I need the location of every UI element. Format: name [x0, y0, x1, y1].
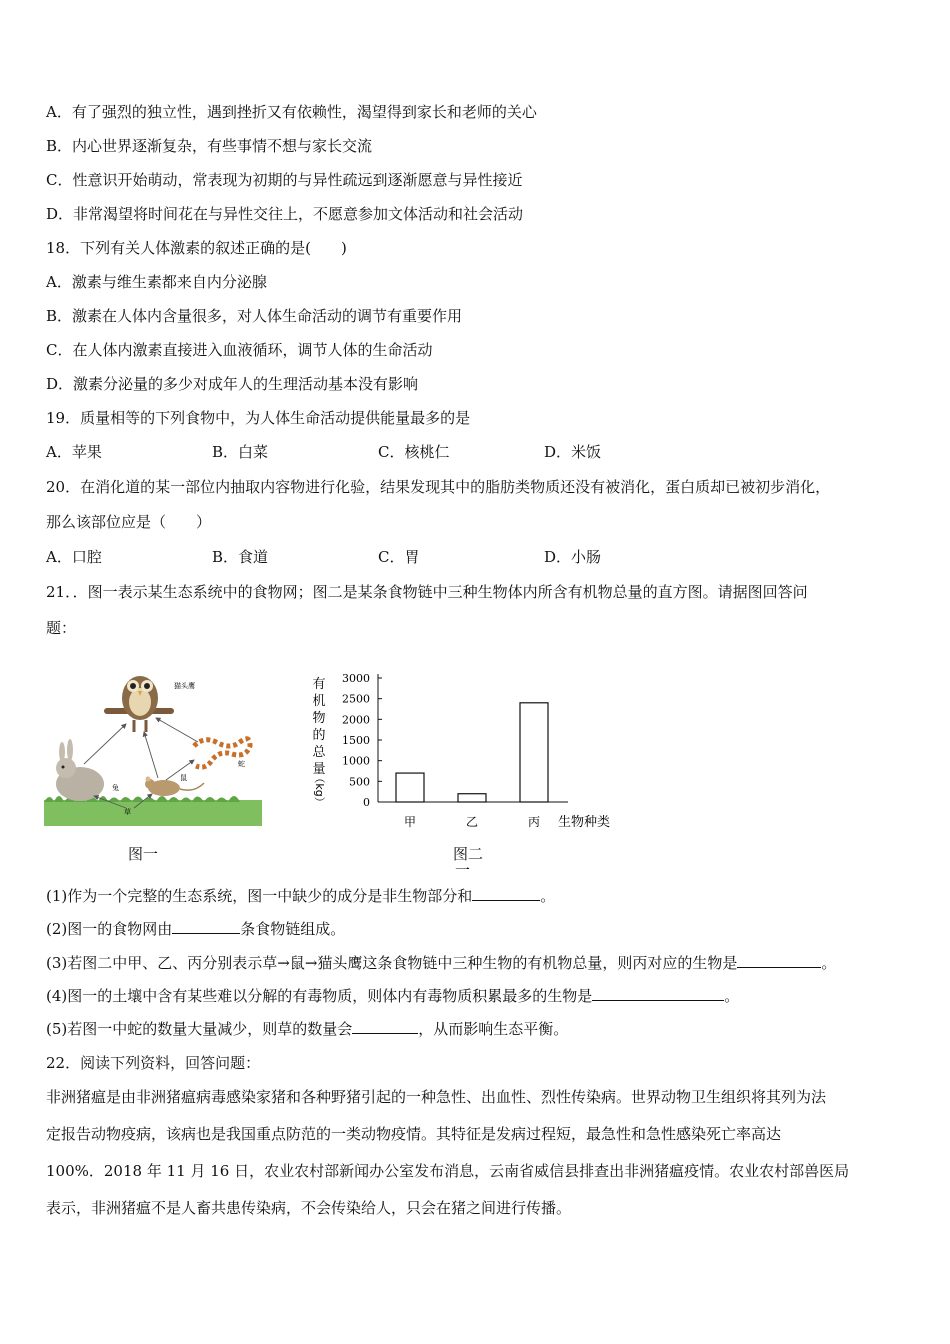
q18-option-d: D．激素分泌量的多少对成年人的生理活动基本没有影响 — [46, 375, 419, 393]
q20-option-d: D．小肠 — [544, 548, 602, 566]
q18-option-b: B．激素在人体内含量很多，对人体生命活动的调节有重要作用 — [46, 307, 463, 325]
bar-乙 — [458, 794, 486, 802]
q22-stem: 22．阅读下列资料，回答问题： — [46, 1054, 261, 1072]
q17-option-c: C．性意识开始萌动，常表现为初期的与异性疏远到逐渐愿意与异性接近 — [46, 171, 523, 189]
q21-sub5-text: (5)若图一中蛇的数量大量减少，则草的数量会 — [46, 1020, 353, 1038]
y-tick-label: 3000 — [342, 672, 370, 685]
figure1-caption: 图一 — [128, 845, 159, 863]
y-tick-label: 2500 — [342, 692, 370, 706]
y-axis-label-char: 的 — [312, 728, 326, 743]
q21-sub4-text: (4)图一的土壤中含有某些难以分解的有毒物质，则体内有毒物质积累最多的生物是 — [46, 987, 593, 1005]
y-tick-label: 0 — [363, 796, 370, 809]
q22-para-line1: 非洲猪瘟是由非洲猪瘟病毒感染家猪和各种野猪引起的一种急性、出血性、烈性传染病。世界动物卫生组织将其列为法 — [46, 1088, 827, 1106]
rabbit-icon — [56, 739, 104, 801]
x-tick-label: 甲 — [403, 815, 417, 829]
q21-sub1-text: (1)作为一个完整的生态系统，图一中缺少的成分是非生物部分和 — [46, 887, 473, 905]
q20-stem-line2: 那么该部位应是（ ） — [46, 513, 212, 531]
y-tick-label: 1000 — [342, 754, 370, 768]
q21-sub4 — [46, 986, 739, 1006]
q21-sub4-end: 。 — [724, 987, 740, 1005]
q21-sub1-blank[interactable] — [472, 886, 540, 901]
q17-option-d: D．非常渴望将时间花在与异性交往上，不愿意参加文体活动和社会活动 — [46, 205, 524, 223]
q21-sub2 — [46, 919, 345, 939]
q19-stem: 19．质量相等的下列食物中，为人体生命活动提供能量最多的是 — [46, 409, 471, 427]
q18-option-c: C．在人体内激素直接进入血液循环，调节人体的生命活动 — [46, 341, 433, 359]
owl-icon — [104, 676, 174, 732]
food-web-arrows — [84, 718, 198, 808]
q19-option-a: A．苹果 — [46, 443, 102, 461]
y-axis-label-char: 机 — [312, 694, 326, 709]
q18-stem: 18．下列有关人体激素的叙述正确的是( ) — [46, 239, 347, 257]
y-axis-label-char: 有 — [312, 677, 326, 692]
q21-stem-line2: 题： — [46, 619, 77, 637]
q20-options — [46, 547, 710, 567]
q20-option-c: C．胃 — [378, 548, 420, 566]
q21-sub3-end: 。 — [821, 954, 837, 972]
q21-stem-line1: 21．．图一表示某生态系统中的食物网；图二是某条食物链中三种生物体内所含有机物总量的直方图。请据图回答问 — [46, 583, 808, 601]
q21-sub5 — [46, 1019, 568, 1039]
q21-sub2-blank[interactable] — [172, 919, 240, 934]
grass-label: 草 — [124, 808, 131, 816]
q20-option-b: B．食道 — [212, 548, 269, 566]
q21-sub4-blank[interactable] — [592, 986, 724, 1001]
q21-sub3 — [46, 953, 836, 973]
organic-matter-bar-chart — [300, 668, 630, 838]
figure2-caption-mark: 一 — [455, 861, 471, 879]
owl-label: 猫头鹰 — [174, 682, 195, 690]
q19-options — [46, 442, 710, 462]
q19-option-c: C．核桃仁 — [378, 443, 450, 461]
q19-option-d: D．米饭 — [544, 443, 602, 461]
snake-label: 蛇 — [238, 760, 245, 768]
y-axis-unit: （kg） — [313, 772, 326, 808]
bar-甲 — [396, 773, 424, 802]
y-axis-label-char: 物 — [312, 711, 326, 726]
q17-option-a: A．有了强烈的独立性，遇到挫折又有依赖性，渴望得到家长和老师的关心 — [46, 103, 537, 121]
grass-ground — [44, 800, 262, 826]
q20-option-a: A．口腔 — [46, 548, 102, 566]
q21-sub1 — [46, 886, 555, 906]
bar-丙 — [520, 703, 548, 802]
q21-sub2-text: (2)图一的食物网由 — [46, 920, 173, 938]
x-tick-label: 丙 — [527, 815, 541, 829]
q21-sub5-blank[interactable] — [352, 1019, 418, 1034]
q21-sub3-blank[interactable] — [737, 953, 821, 968]
q22-para-line4: 表示，非洲猪瘟不是人畜共患传染病，不会传染给人，只会在猪之间进行传播。 — [46, 1199, 572, 1217]
mouse-label: 鼠 — [180, 774, 187, 782]
y-axis-label-char: 量 — [312, 762, 326, 777]
q22-para-line2: 定报告动物疫病，该病也是我国重点防范的一类动物疫情。其特征是发病过程短，最急性和急性感染死亡率高达 — [46, 1125, 782, 1143]
y-tick-label: 1500 — [342, 734, 370, 747]
q21-sub1-end: 。 — [540, 887, 556, 905]
q20-stem-line1: 20．在消化道的某一部位内抽取内容物进行化验，结果发现其中的脂肪类物质还没有被消化，蛋白质却已被初步消化， — [46, 478, 831, 496]
food-web-figure — [44, 668, 262, 826]
q21-sub5-end: ，从而影响生态平衡。 — [418, 1020, 569, 1038]
y-tick-label: 2000 — [342, 713, 370, 727]
q22-para-line3: 100%．2018 年 11 月 16 日，农业农村部新闻办公室发布消息，云南省威信县排查出非洲猪瘟疫情。农业农村部兽医局 — [46, 1162, 850, 1180]
x-tick-label: 乙 — [465, 815, 479, 829]
q21-sub2-end: 条食物链组成。 — [240, 920, 346, 938]
rabbit-label: 兔 — [112, 784, 119, 792]
q21-sub3-text: (3)若图二中甲、乙、丙分别表示草→鼠→猫头鹰这条食物链中三种生物的有机物总量，则丙对应的生物是 — [46, 954, 738, 972]
q18-option-a: A．激素与维生素都来自内分泌腺 — [46, 273, 267, 291]
mouse-icon — [145, 777, 204, 797]
figure2-caption: 图二 — [453, 845, 484, 863]
y-tick-label: 500 — [349, 775, 370, 789]
q17-option-b: B．内心世界逐渐复杂，有些事情不想与家长交流 — [46, 137, 373, 155]
y-axis-label-char: 总 — [312, 745, 326, 760]
q19-option-b: B．白菜 — [212, 443, 269, 461]
x-axis-label: 生物种类 — [558, 815, 611, 830]
